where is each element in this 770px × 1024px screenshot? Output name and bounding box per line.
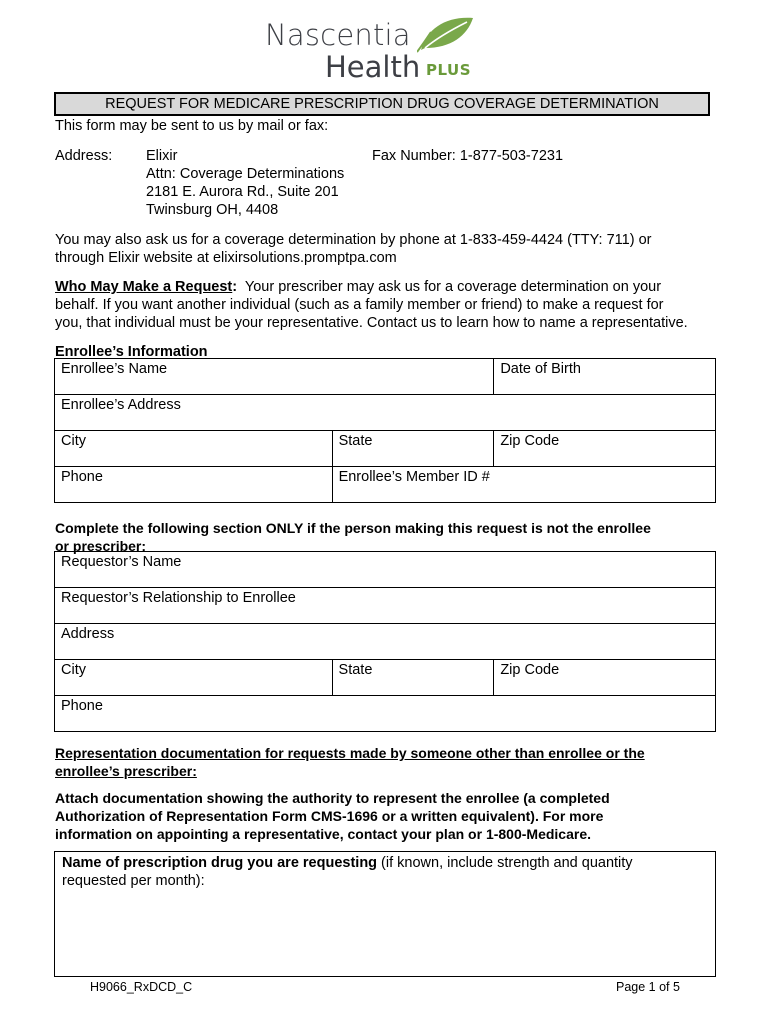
address-line4: Twinsburg OH, 4408 — [146, 202, 279, 218]
requestor-name-field[interactable] — [55, 552, 716, 588]
page-number: Page 1 of 5 — [616, 980, 680, 994]
enrollee-phone-field[interactable] — [55, 467, 333, 503]
intro-text: This form may be sent to us by mail or fax: — [55, 118, 329, 134]
drug-request-box[interactable] — [54, 851, 716, 977]
requestor-city-field[interactable] — [55, 660, 333, 696]
requestor-zip-field[interactable] — [494, 660, 716, 696]
requestor-address-field[interactable] — [55, 624, 716, 660]
requestor-phone-field[interactable] — [55, 696, 716, 732]
form-title: REQUEST FOR MEDICARE PRESCRIPTION DRUG COVERAGE DETERMINATION — [54, 92, 710, 116]
enrollee-name-label: Enrollee’s Name — [61, 361, 168, 377]
requestor-phone-label: Phone — [61, 698, 103, 714]
representation-heading-line2: enrollee’s prescriber: — [55, 763, 197, 779]
enrollee-address-field[interactable] — [55, 395, 716, 431]
representation-line3: information on appointing a representative, contact your plan or 1-800-Medicare. — [55, 826, 591, 842]
requestor-heading-line1: Complete the following section ONLY if the person making this request is not the enrollee — [55, 520, 651, 536]
requestor-city-label: City — [61, 662, 86, 678]
address-line1: Elixir — [146, 148, 178, 164]
representation-heading-line1: Representation documentation for requests made by someone other than enrollee or the — [55, 745, 645, 761]
requestor-state-label: State — [338, 662, 373, 678]
requestor-state-field[interactable] — [332, 660, 494, 696]
requestor-relationship-field[interactable] — [55, 588, 716, 624]
enrollee-dob-field[interactable] — [494, 359, 716, 395]
enrollee-dob-label: Date of Birth — [500, 361, 581, 377]
logo-line1: Nascentia — [265, 18, 411, 52]
enrollee-state-field[interactable] — [332, 431, 494, 467]
enrollee-table — [54, 358, 716, 503]
enrollee-member-id-label: Enrollee’s Member ID # — [338, 469, 490, 485]
fax-number: Fax Number: 1-877-503-7231 — [372, 148, 564, 164]
who-line3: you, that individual must be your representative. Contact us to learn how to name a representative. — [55, 315, 688, 331]
address-line3: 2181 E. Aurora Rd., Suite 201 — [146, 184, 339, 200]
enrollee-city-field[interactable] — [55, 431, 333, 467]
who-colon: : — [232, 279, 238, 295]
nascentia-logo — [265, 14, 480, 84]
drug-label-rest: (if known, include strength and quantity — [377, 855, 633, 871]
requestor-table — [54, 551, 716, 732]
enrollee-zip-label: Zip Code — [500, 433, 560, 449]
drug-label-line1 — [62, 854, 633, 872]
address-label: Address: — [55, 148, 113, 164]
form-code: H9066_RxDCD_C — [90, 980, 193, 994]
logo-line3: PLUS — [426, 61, 472, 79]
enrollee-heading: Enrollee’s Information — [55, 344, 208, 360]
who-line2: behalf. If you want another individual (such as a family member or friend) to make a request for — [55, 297, 664, 313]
enrollee-member-id-field[interactable] — [332, 467, 715, 503]
requestor-relationship-label: Requestor’s Relationship to Enrollee — [61, 590, 296, 606]
requestor-name-label: Requestor’s Name — [61, 554, 182, 570]
leaf-icon — [417, 14, 477, 54]
phone-para-line1: You may also ask us for a coverage determination by phone at 1-833-459-4424 (TTY: 711) or — [55, 232, 652, 248]
who-text1: Your prescriber may ask us for a coverage determination on your — [237, 279, 662, 295]
logo-line2: Health — [325, 50, 421, 84]
drug-label-bold: Name of prescription drug you are requesting — [62, 855, 378, 871]
representation-line2: Authorization of Representation Form CMS-1696 or a written equivalent). For more — [55, 808, 604, 824]
requestor-zip-label: Zip Code — [500, 662, 560, 678]
enrollee-phone-label: Phone — [61, 469, 103, 485]
enrollee-city-label: City — [61, 433, 86, 449]
enrollee-zip-field[interactable] — [494, 431, 716, 467]
enrollee-address-label: Enrollee’s Address — [61, 397, 181, 413]
requestor-address-label: Address — [61, 626, 115, 642]
representation-line1: Attach documentation showing the authority to represent the enrollee (a completed — [55, 790, 610, 806]
enrollee-state-label: State — [338, 433, 373, 449]
requestor-heading-line2: or prescriber: — [55, 538, 147, 554]
address-line2: Attn: Coverage Determinations — [146, 166, 345, 182]
phone-para-line2: through Elixir website at elixirsolutions.promptpa.com — [55, 250, 397, 266]
who-heading: Who May Make a Request — [55, 279, 233, 295]
enrollee-name-field[interactable] — [55, 359, 494, 395]
who-line1 — [55, 278, 661, 296]
drug-label-line2: requested per month): — [62, 873, 205, 889]
